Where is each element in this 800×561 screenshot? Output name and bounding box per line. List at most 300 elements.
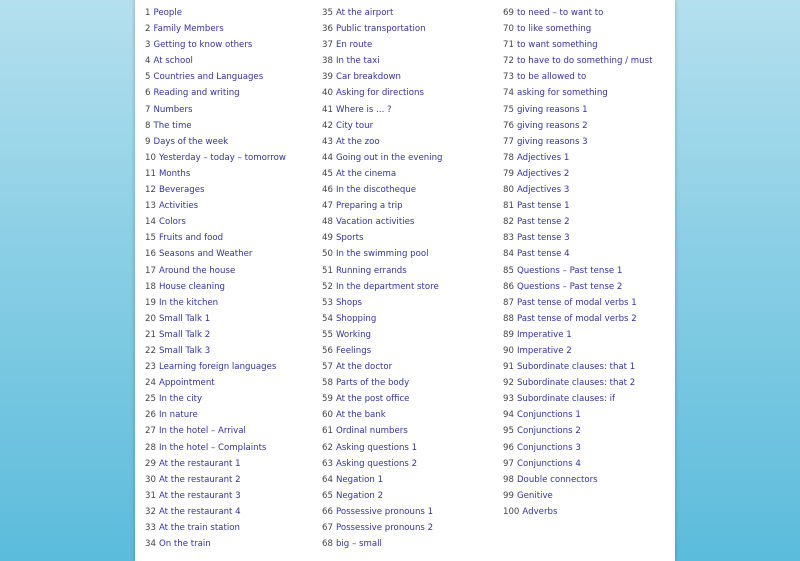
lesson-number: 17 [145, 265, 156, 276]
lesson-item [322, 423, 442, 439]
lesson-number: 77 [503, 136, 514, 147]
lesson-number: 71 [503, 40, 514, 51]
lesson-number: 32 [145, 506, 156, 517]
lesson-number: 2 [145, 24, 151, 35]
lesson-link[interactable]: to need – to want to [516, 8, 604, 18]
lesson-number: 11 [145, 168, 156, 179]
lesson-link[interactable]: At the bank [335, 410, 386, 421]
lesson-link[interactable]: giving reasons 1 [516, 104, 588, 115]
lesson-number: 5 [145, 72, 151, 83]
lesson-link[interactable]: In the hotel – Arrival [158, 426, 246, 437]
lesson-column-2 [322, 5, 442, 552]
lesson-link[interactable]: Past tense 3 [516, 233, 570, 244]
lesson-item [322, 230, 442, 246]
lesson-link[interactable]: Preparing a trip [335, 201, 403, 212]
lesson-link[interactable]: Conjunctions 2 [516, 426, 581, 437]
lesson-number: 73 [503, 72, 514, 83]
lesson-number: 94 [503, 410, 514, 421]
lesson-item [503, 504, 652, 520]
lesson-number: 78 [503, 152, 514, 163]
lesson-number: 41 [322, 104, 333, 115]
lesson-item [322, 21, 442, 37]
lesson-link[interactable]: Getting to know others [153, 40, 253, 51]
lesson-item [145, 166, 286, 182]
lesson-number: 90 [503, 345, 514, 356]
lesson-link[interactable]: Numbers [153, 104, 193, 115]
lesson-number: 46 [322, 185, 333, 196]
lesson-number: 14 [145, 217, 156, 228]
lesson-number: 31 [145, 490, 156, 501]
lesson-item [503, 150, 652, 166]
lesson-item [145, 134, 286, 150]
lesson-number: 76 [503, 120, 514, 131]
lesson-number: 92 [503, 378, 514, 389]
lesson-number: 64 [322, 474, 333, 485]
lesson-link[interactable]: Yesterday – today – tomorrow [158, 152, 286, 163]
lesson-number: 58 [322, 378, 333, 389]
lesson-number: 9 [145, 136, 151, 147]
lesson-item [322, 214, 442, 230]
lesson-link[interactable]: Adjectives 2 [516, 168, 570, 179]
lesson-index-page [135, 0, 675, 561]
lesson-item [503, 263, 652, 279]
lesson-link[interactable]: Working [335, 329, 371, 340]
lesson-item [145, 150, 286, 166]
lesson-item [503, 472, 652, 488]
lesson-item [145, 295, 286, 311]
lesson-link[interactable]: At the restaurant 3 [158, 490, 241, 501]
lesson-item [322, 85, 442, 101]
lesson-number: 28 [145, 442, 156, 453]
lesson-item [145, 456, 286, 472]
lesson-item [503, 37, 652, 53]
lesson-link[interactable]: Possessive pronouns 2 [335, 523, 434, 533]
lesson-number: 37 [322, 40, 333, 51]
lesson-number: 48 [322, 217, 333, 228]
lesson-link[interactable]: House cleaning [158, 281, 226, 292]
lesson-link[interactable]: Feelings [335, 345, 372, 356]
lesson-link[interactable]: Questions – Past tense 1 [516, 265, 623, 276]
lesson-link[interactable]: People [153, 8, 183, 18]
lesson-item [322, 407, 442, 423]
lesson-link[interactable]: Parts of the body [335, 378, 410, 389]
lesson-link[interactable]: Imperative 2 [516, 345, 572, 356]
lesson-item [145, 118, 286, 134]
lesson-item [145, 327, 286, 343]
lesson-link[interactable]: Days of the week [153, 136, 229, 147]
lesson-item [322, 246, 442, 262]
lesson-link[interactable]: In the kitchen [158, 297, 219, 308]
lesson-number: 100 [503, 506, 520, 517]
lesson-link[interactable]: Car breakdown [335, 72, 401, 83]
lesson-number: 8 [145, 120, 151, 131]
lesson-number: 93 [503, 394, 514, 405]
lesson-item [322, 375, 442, 391]
lesson-link[interactable]: to have to do something / must [516, 56, 653, 67]
lesson-item [145, 359, 286, 375]
lesson-link[interactable]: Beverages [158, 185, 205, 196]
lesson-number: 12 [145, 185, 156, 196]
lesson-item [503, 182, 652, 198]
lesson-link[interactable]: Conjunctions 4 [516, 458, 581, 469]
lesson-link[interactable]: Adjectives 3 [516, 185, 570, 196]
lesson-item [503, 391, 652, 407]
lesson-number: 34 [145, 539, 156, 550]
lesson-link[interactable]: In the discotheque [335, 185, 417, 196]
lesson-item [145, 102, 286, 118]
lesson-number: 43 [322, 136, 333, 147]
lesson-item [145, 343, 286, 359]
lesson-number: 10 [145, 152, 156, 163]
lesson-number: 3 [145, 40, 151, 51]
lesson-number: 67 [322, 523, 333, 533]
lesson-item [503, 166, 652, 182]
lesson-item [322, 279, 442, 295]
lesson-item [145, 85, 286, 101]
lesson-column-3 [503, 5, 652, 520]
lesson-link[interactable]: to want something [516, 40, 598, 51]
lesson-item [322, 37, 442, 53]
lesson-link[interactable]: Countries and Languages [153, 72, 264, 83]
lesson-link[interactable]: Fruits and food [158, 233, 224, 244]
lesson-number: 16 [145, 249, 156, 260]
lesson-number: 22 [145, 345, 156, 356]
lesson-item [145, 263, 286, 279]
lesson-number: 25 [145, 394, 156, 405]
lesson-number: 30 [145, 474, 156, 485]
lesson-link[interactable]: to like something [516, 24, 592, 35]
lesson-number: 59 [322, 394, 333, 405]
lesson-link[interactable]: Genitive [516, 490, 553, 501]
lesson-number: 42 [322, 120, 333, 131]
lesson-number: 40 [322, 88, 333, 99]
lesson-number: 6 [145, 88, 151, 99]
lesson-item [322, 440, 442, 456]
lesson-item [503, 359, 652, 375]
lesson-item [322, 102, 442, 118]
lesson-link[interactable]: At school [153, 56, 193, 67]
lesson-link[interactable]: Learning foreign languages [158, 362, 277, 373]
lesson-number: 50 [322, 249, 333, 260]
lesson-link[interactable]: Seasons and Weather [158, 249, 253, 260]
lesson-item [503, 440, 652, 456]
lesson-number: 51 [322, 265, 333, 276]
lesson-number: 33 [145, 523, 156, 533]
lesson-item [322, 69, 442, 85]
lesson-number: 53 [322, 297, 333, 308]
lesson-item [322, 295, 442, 311]
lesson-number: 57 [322, 362, 333, 373]
lesson-item [322, 391, 442, 407]
lesson-number: 68 [322, 539, 333, 550]
lesson-item [145, 279, 286, 295]
lesson-item [145, 504, 286, 520]
lesson-item [322, 5, 442, 21]
lesson-item [145, 198, 286, 214]
lesson-link[interactable]: Activities [158, 201, 199, 212]
lesson-item [503, 375, 652, 391]
lesson-link[interactable]: In the department store [335, 281, 439, 292]
lesson-item [503, 246, 652, 262]
lesson-number: 81 [503, 201, 514, 212]
lesson-link[interactable]: At the airport [335, 8, 394, 18]
lesson-number: 49 [322, 233, 333, 244]
lesson-link[interactable]: Past tense 4 [516, 249, 570, 260]
lesson-item [503, 230, 652, 246]
lesson-link[interactable]: Where is ... ? [335, 104, 392, 115]
lesson-number: 95 [503, 426, 514, 437]
lesson-item [503, 118, 652, 134]
lesson-number: 44 [322, 152, 333, 163]
lesson-link[interactable]: Negation 2 [335, 490, 384, 501]
lesson-item [145, 536, 286, 552]
lesson-link[interactable]: Appointment [158, 378, 215, 389]
lesson-number: 75 [503, 104, 514, 115]
lesson-link[interactable]: At the restaurant 4 [158, 506, 241, 517]
lesson-link[interactable]: Past tense 1 [516, 201, 570, 212]
lesson-item [322, 343, 442, 359]
lesson-number: 36 [322, 24, 333, 35]
lesson-link[interactable]: Conjunctions 3 [516, 442, 581, 453]
lesson-number: 39 [322, 72, 333, 83]
lesson-number: 52 [322, 281, 333, 292]
lesson-item [503, 102, 652, 118]
lesson-item [145, 391, 286, 407]
lesson-number: 1 [145, 8, 151, 18]
lesson-link[interactable]: Imperative 1 [516, 329, 572, 340]
lesson-link[interactable]: At the restaurant 2 [158, 474, 241, 485]
lesson-number: 21 [145, 329, 156, 340]
lesson-link[interactable]: Sports [335, 233, 364, 244]
lesson-link[interactable]: Asking for directions [335, 88, 424, 99]
lesson-item [322, 182, 442, 198]
lesson-number: 72 [503, 56, 514, 67]
lesson-link[interactable]: Colors [158, 217, 186, 228]
lesson-column-1 [145, 5, 286, 552]
lesson-number: 87 [503, 297, 514, 308]
lesson-item [145, 69, 286, 85]
lesson-number: 96 [503, 442, 514, 453]
lesson-item [322, 53, 442, 69]
lesson-item [503, 327, 652, 343]
lesson-link[interactable]: Adverbs [522, 506, 558, 517]
lesson-item [322, 198, 442, 214]
lesson-item [503, 279, 652, 295]
lesson-link[interactable]: Possessive pronouns 1 [335, 506, 434, 517]
lesson-number: 99 [503, 490, 514, 501]
lesson-item [503, 214, 652, 230]
lesson-link[interactable]: Vacation activities [335, 217, 415, 228]
lesson-item [503, 311, 652, 327]
lesson-number: 26 [145, 410, 156, 421]
lesson-number: 60 [322, 410, 333, 421]
lesson-link[interactable]: Conjunctions 1 [516, 410, 581, 421]
lesson-number: 65 [322, 490, 333, 501]
lesson-item [145, 520, 286, 536]
lesson-item [145, 214, 286, 230]
lesson-item [322, 359, 442, 375]
lesson-number: 29 [145, 458, 156, 469]
lesson-item [322, 520, 442, 536]
lesson-number: 98 [503, 474, 514, 485]
lesson-link[interactable]: Small Talk 2 [158, 329, 211, 340]
lesson-item [503, 488, 652, 504]
lesson-link[interactable]: Going out in the evening [335, 152, 443, 163]
lesson-link[interactable]: Asking questions 1 [335, 442, 418, 453]
lesson-number: 18 [145, 281, 156, 292]
lesson-link[interactable]: At the cinema [335, 168, 397, 179]
lesson-item [503, 295, 652, 311]
lesson-link[interactable]: Shopping [335, 313, 377, 324]
lesson-link[interactable]: Past tense of modal verbs 2 [516, 313, 637, 324]
lesson-item [322, 311, 442, 327]
lesson-number: 62 [322, 442, 333, 453]
lesson-link[interactable]: On the train [158, 539, 211, 550]
lesson-link[interactable]: Public transportation [335, 24, 426, 35]
lesson-item [322, 166, 442, 182]
lesson-item [503, 407, 652, 423]
lesson-link[interactable]: big – small [335, 539, 382, 550]
lesson-item [145, 182, 286, 198]
lesson-link[interactable]: Around the house [158, 265, 236, 276]
lesson-number: 45 [322, 168, 333, 179]
lesson-item [503, 423, 652, 439]
lesson-number: 66 [322, 506, 333, 517]
lesson-item [503, 5, 652, 21]
lesson-number: 70 [503, 24, 514, 35]
lesson-item [145, 472, 286, 488]
lesson-link[interactable]: giving reasons 2 [516, 120, 588, 131]
lesson-number: 19 [145, 297, 156, 308]
lesson-link[interactable]: Months [158, 168, 191, 179]
lesson-link[interactable]: In the hotel – Complaints [158, 442, 267, 453]
lesson-item [322, 263, 442, 279]
lesson-number: 47 [322, 201, 333, 212]
lesson-link[interactable]: asking for something [516, 88, 608, 99]
lesson-item [503, 53, 652, 69]
lesson-number: 74 [503, 88, 514, 99]
lesson-number: 63 [322, 458, 333, 469]
lesson-link[interactable]: Family Members [153, 24, 224, 35]
lesson-link[interactable]: Asking questions 2 [335, 458, 418, 469]
lesson-item [145, 53, 286, 69]
lesson-link[interactable]: Shops [335, 297, 363, 308]
lesson-link[interactable]: giving reasons 3 [516, 136, 588, 147]
lesson-item [503, 85, 652, 101]
lesson-number: 83 [503, 233, 514, 244]
lesson-link[interactable]: Subordinate clauses: if [516, 394, 615, 405]
lesson-item [503, 343, 652, 359]
lesson-item [503, 198, 652, 214]
lesson-link[interactable]: Questions – Past tense 2 [516, 281, 623, 292]
lesson-item [322, 134, 442, 150]
lesson-number: 24 [145, 378, 156, 389]
lesson-item [322, 472, 442, 488]
lesson-link[interactable]: Past tense 2 [516, 217, 570, 228]
lesson-link[interactable]: At the zoo [335, 136, 380, 147]
lesson-item [322, 504, 442, 520]
lesson-link[interactable]: At the post office [335, 394, 410, 405]
lesson-number: 85 [503, 265, 514, 276]
lesson-link[interactable]: At the train station [158, 523, 240, 533]
lesson-item [145, 311, 286, 327]
lesson-item [145, 21, 286, 37]
lesson-link[interactable]: In nature [158, 410, 198, 421]
lesson-item [145, 440, 286, 456]
lesson-item [145, 375, 286, 391]
lesson-number: 20 [145, 313, 156, 324]
lesson-number: 54 [322, 313, 333, 324]
lesson-item [503, 21, 652, 37]
lesson-number: 23 [145, 362, 156, 373]
lesson-item [322, 327, 442, 343]
lesson-number: 27 [145, 426, 156, 437]
lesson-link[interactable]: At the restaurant 1 [158, 458, 241, 469]
lesson-item [322, 456, 442, 472]
lesson-number: 88 [503, 313, 514, 324]
lesson-item [145, 37, 286, 53]
lesson-item [145, 230, 286, 246]
lesson-number: 80 [503, 185, 514, 196]
lesson-number: 35 [322, 8, 333, 18]
lesson-number: 4 [145, 56, 151, 67]
lesson-link[interactable]: Past tense of modal verbs 1 [516, 297, 637, 308]
lesson-number: 91 [503, 362, 514, 373]
lesson-link[interactable]: Ordinal numbers [335, 426, 408, 437]
lesson-link[interactable]: The time [153, 120, 192, 131]
lesson-number: 69 [503, 8, 514, 18]
lesson-number: 97 [503, 458, 514, 469]
lesson-item [322, 536, 442, 552]
lesson-link[interactable]: Subordinate clauses: that 1 [516, 362, 636, 373]
lesson-number: 56 [322, 345, 333, 356]
lesson-link[interactable]: Subordinate clauses: that 2 [516, 378, 636, 389]
lesson-link[interactable]: Reading and writing [153, 88, 240, 99]
lesson-link[interactable]: At the doctor [335, 362, 393, 373]
lesson-link[interactable]: In the city [158, 394, 203, 405]
lesson-item [322, 150, 442, 166]
lesson-item [322, 488, 442, 504]
lesson-number: 86 [503, 281, 514, 292]
lesson-item [145, 407, 286, 423]
lesson-number: 55 [322, 329, 333, 340]
lesson-link[interactable]: Running errands [335, 265, 407, 276]
lesson-link[interactable]: En route [335, 40, 373, 51]
lesson-item [145, 488, 286, 504]
lesson-number: 84 [503, 249, 514, 260]
lesson-number: 61 [322, 426, 333, 437]
lesson-link[interactable]: In the taxi [335, 56, 380, 67]
lesson-item [322, 118, 442, 134]
lesson-link[interactable]: In the swimming pool [335, 249, 429, 260]
lesson-link[interactable]: to be allowed to [516, 72, 587, 83]
lesson-number: 15 [145, 233, 156, 244]
lesson-link[interactable]: Adjectives 1 [516, 152, 570, 163]
lesson-link[interactable]: Small Talk 1 [158, 313, 211, 324]
lesson-link[interactable]: Double connectors [516, 474, 598, 485]
lesson-link[interactable]: City tour [335, 120, 374, 131]
lesson-item [503, 134, 652, 150]
lesson-number: 79 [503, 168, 514, 179]
lesson-number: 13 [145, 201, 156, 212]
lesson-number: 82 [503, 217, 514, 228]
lesson-number: 7 [145, 104, 151, 115]
lesson-link[interactable]: Negation 1 [335, 474, 384, 485]
lesson-item [503, 456, 652, 472]
lesson-number: 38 [322, 56, 333, 67]
lesson-item [503, 69, 652, 85]
lesson-link[interactable]: Small Talk 3 [158, 345, 211, 356]
